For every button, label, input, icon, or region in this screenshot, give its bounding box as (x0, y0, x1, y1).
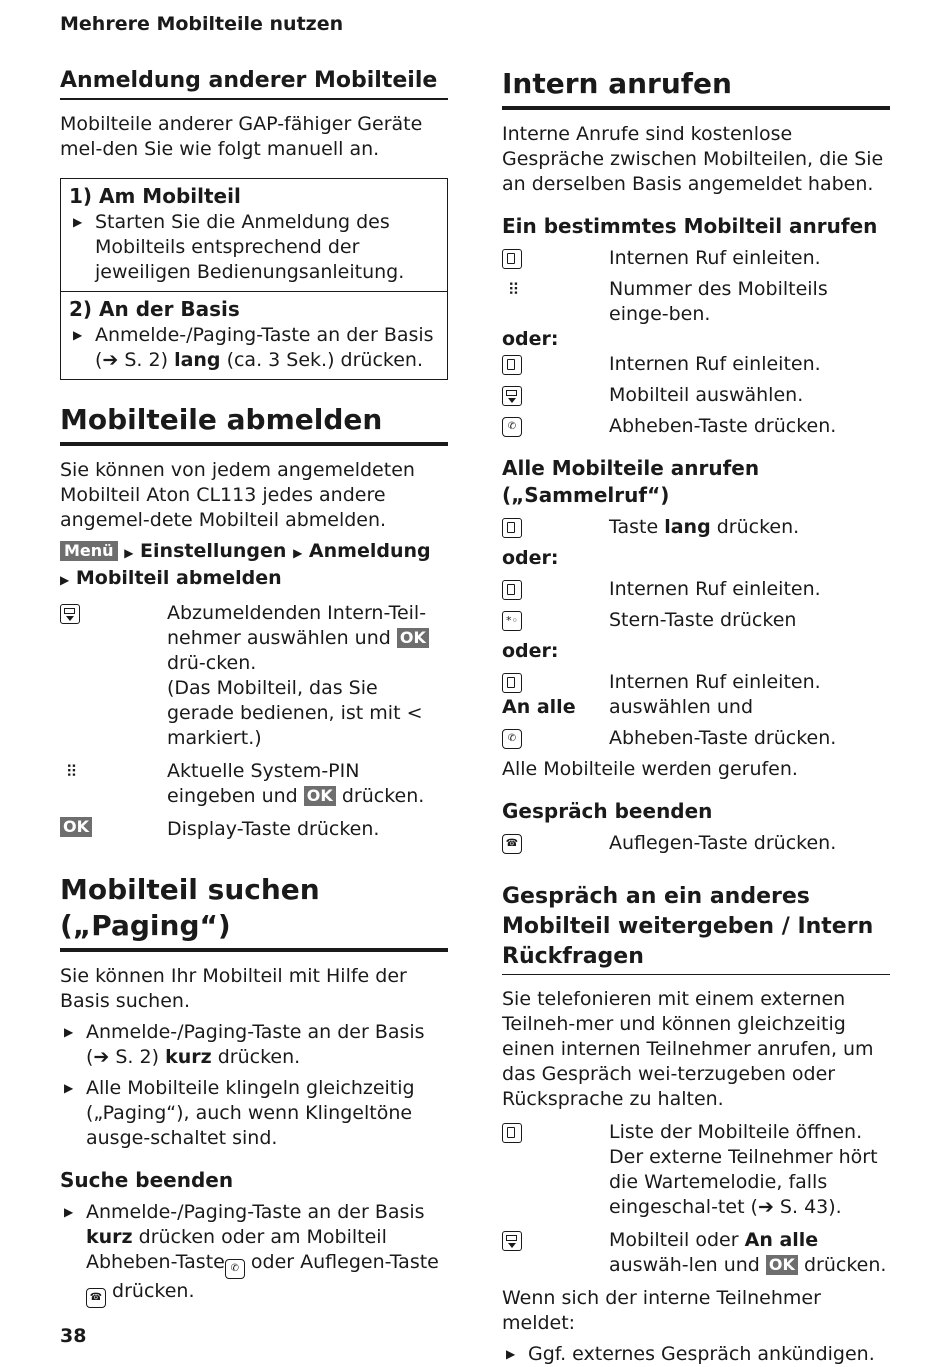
step-base-title: 2) An der Basis (69, 297, 240, 321)
or-label: oder: (502, 547, 559, 569)
instruction-row: ✆ Abheben-Taste drücken. (502, 726, 890, 751)
arrow-right-icon: ▶ (124, 546, 134, 560)
section-title-transfer: Gespräch an ein anderes Mobilteil weitergeben / Intern Rückfragen (502, 882, 890, 975)
running-title: Mehrere Mobilteile nutzen (60, 13, 344, 35)
instruction-row: Internen Ruf einleiten. (502, 246, 890, 271)
ok-key: OK (397, 628, 429, 648)
menu-path: Menü ▶ Einstellungen ▶ Anmeldung ▶ Mobilteil abmelden (60, 540, 431, 589)
section-title-deregister: Mobilteile abmelden (60, 402, 448, 446)
section-title-internal-call: Intern anrufen (502, 66, 890, 110)
subsection-title-call-specific: Ein bestimmtes Mobilteil anrufen (502, 214, 878, 238)
ok-key: OK (304, 786, 336, 806)
instruction-row: Internen Ruf einleiten. (502, 577, 890, 602)
subsection-title-call-all: Alle Mobilteile anrufen („Sammelruf“) (502, 456, 760, 507)
list-item: ▶ Starten Sie die Anmeldung des Mobilteils entsprechend der jeweiligen Bedienungsanleitung. (69, 210, 439, 285)
navigation-key-icon (502, 1231, 522, 1251)
bullet-arrow-icon: ▶ (64, 1081, 74, 1095)
list-item: ▶ Alle Mobilteile klingeln gleichzeitig („Paging“), auch wenn Klingeltöne ausge-schaltet sind. (60, 1076, 448, 1151)
intern-key-icon (502, 249, 522, 269)
instruction-row: *◦ Stern-Taste drücken (502, 608, 890, 633)
arrow-right-icon: ▶ (60, 573, 70, 587)
instruction-row: ⠿ Nummer des Mobilteils einge-ben. (502, 277, 890, 327)
transfer-intro: Sie telefonieren mit einem externen Teilneh-mer und können gleichzeitig einen internen Teilnehmer anrufen, um das Gespräch wei-terzugeben oder Rücksprache zu halten. (502, 988, 874, 1110)
registration-steps-box (60, 178, 448, 380)
bullet-arrow-icon: ▶ (64, 1025, 74, 1039)
instruction-row: ☎ Auflegen-Taste drücken. (502, 831, 890, 856)
list-item: ▶ Anmelde-/Paging-Taste an der Basis kurz drücken oder am Mobilteil Abheben-Taste ✆ oder Auflegen-Taste☎ drücken. (60, 1200, 448, 1308)
instruction-row: Mobilteil auswählen. (502, 383, 890, 408)
menu-key: Menü (60, 541, 118, 561)
bullet-arrow-icon: ▶ (73, 215, 83, 229)
option-label: An alle (502, 696, 576, 718)
internal-call-intro: Interne Anrufe sind kostenlose Gespräche zwischen Mobilteilen, die Sie an derselben Basis angemeldet haben. (502, 123, 884, 195)
instruction-row: ⠿ Aktuelle System-PIN eingeben und OK drücken. (60, 759, 448, 809)
list-item: ▶ Ggf. externes Gespräch ankündigen. (502, 1342, 890, 1367)
instruction-row: Liste der Mobilteile öffnen. Der externe Teilnehmer hört die Wartemelodie, falls eingeschal-tet (➔ S. 43). (502, 1120, 890, 1220)
bullet-arrow-icon: ▶ (64, 1205, 74, 1219)
subsection-title-end-call: Gespräch beenden (502, 799, 713, 823)
registration-intro: Mobilteile anderer GAP-fähiger Geräte mel-den Sie wie folgt manuell an. (60, 113, 423, 160)
talk-key-icon: ✆ (225, 1259, 245, 1279)
ok-key: OK (766, 1255, 798, 1275)
intern-key-icon (502, 355, 522, 375)
navigation-key-icon (502, 386, 522, 406)
arrow-right-icon: ▶ (293, 546, 303, 560)
intern-key-icon (502, 673, 522, 693)
step-handset-title: 1) Am Mobilteil (69, 184, 241, 208)
ok-key: OK (60, 817, 92, 837)
right-column (502, 66, 890, 1367)
deregister-intro: Sie können von jedem angemeldeten Mobilteil Aton CL113 jedes andere angemel-dete Mobilteil abmelden. (60, 459, 415, 531)
talk-key-icon: ✆ (502, 729, 522, 749)
talk-key-icon: ✆ (502, 417, 522, 437)
keypad-icon: ⠿ (507, 280, 519, 299)
instruction-row: Taste lang drücken. (502, 515, 890, 540)
instruction-row: Abzumeldenden Intern-Teil-nehmer auswählen und OK drü-cken. (Das Mobilteil, das Sie gerade bedienen, ist mit < markiert.) (60, 601, 448, 751)
or-label: oder: (502, 328, 559, 350)
intern-key-icon (502, 1123, 522, 1143)
step-base (61, 291, 447, 379)
bullet-arrow-icon: ▶ (506, 1347, 516, 1361)
page-number: 38 (60, 1325, 87, 1347)
end-call-key-icon: ☎ (502, 834, 522, 854)
intern-key-icon (502, 580, 522, 600)
instruction-row: Mobilteil oder An alle auswäh-len und OK drücken. (502, 1228, 890, 1278)
left-column (60, 66, 448, 1308)
keypad-icon: ⠿ (65, 762, 77, 781)
section-title-registration: Anmeldung anderer Mobilteile (60, 66, 448, 100)
step-handset (61, 179, 447, 291)
bullet-arrow-icon: ▶ (73, 328, 83, 342)
list-item: ▶ Anmelde-/Paging-Taste an der Basis (➔ S. 2) lang (ca. 3 Sek.) drücken. (69, 323, 439, 373)
or-label: oder: (502, 640, 559, 662)
star-key-icon: *◦ (502, 611, 522, 631)
subsection-title-end-search: Suche beenden (60, 1168, 234, 1192)
instruction-row: An alle Internen Ruf einleiten. auswählen und (502, 671, 821, 718)
call-all-result: Alle Mobilteile werden gerufen. (502, 758, 798, 780)
end-call-key-icon: ☎ (86, 1288, 106, 1308)
navigation-key-icon (60, 604, 80, 624)
list-item: ▶ Anmelde-/Paging-Taste an der Basis (➔ S. 2) kurz drücken. (60, 1020, 448, 1070)
paging-intro: Sie können Ihr Mobilteil mit Hilfe der Basis suchen. (60, 965, 407, 1012)
section-title-paging: Mobilteil suchen („Paging“) (60, 872, 448, 952)
intern-key-icon (502, 518, 522, 538)
instruction-row: Internen Ruf einleiten. (502, 352, 890, 377)
instruction-row: OK Display-Taste drücken. (60, 817, 448, 842)
instruction-row: ✆ Abheben-Taste drücken. (502, 414, 890, 439)
transfer-followup: Wenn sich der interne Teilnehmer meldet: (502, 1287, 821, 1334)
